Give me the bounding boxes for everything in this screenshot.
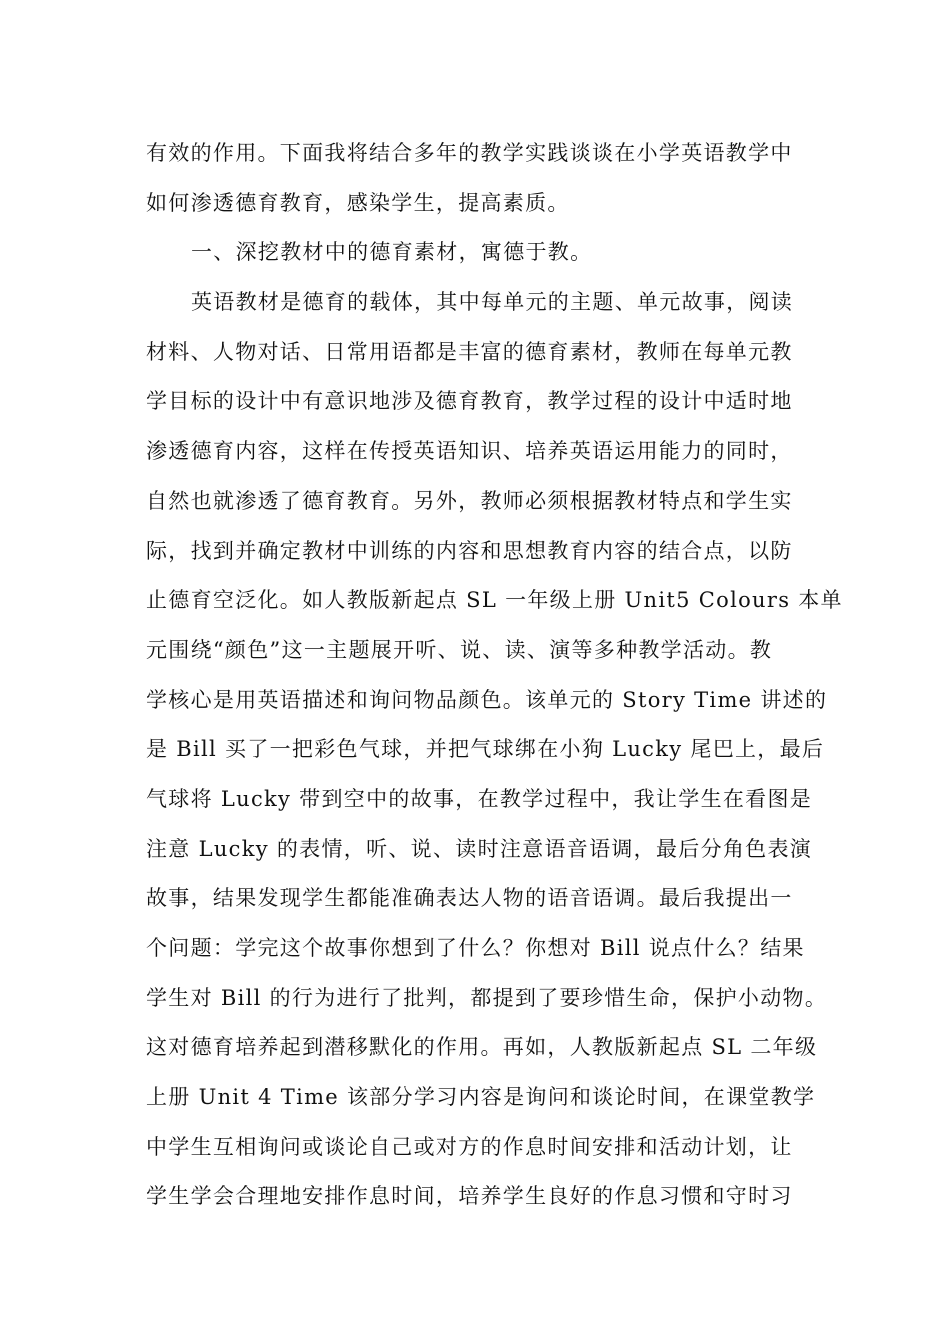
text-line: 学目标的设计中有意识地涉及德育教育，教学过程的设计中适时地: [146, 389, 793, 414]
text-line: 故事，结果发现学生都能准确表达人物的语音语调。最后我提出一: [146, 886, 793, 911]
text-line: 材料、人物对话、日常用语都是丰富的德育素材，教师在每单元教: [146, 339, 793, 364]
text-line: 止德育空泛化。如人教版新起点 SL 一年级上册 Unit5 Colours 本单: [146, 588, 843, 613]
text-line: 英语教材是德育的载体，其中每单元的主题、单元故事，阅读: [191, 290, 794, 315]
text-line: 际，找到并确定教材中训练的内容和思想教育内容的结合点，以防: [146, 538, 793, 563]
text-line: 学生对 Bill 的行为进行了批判，都提到了要珍惜生命，保护小动物。: [146, 985, 828, 1010]
text-line: 这对德育培养起到潜移默化的作用。再如，人教版新起点 SL 二年级: [146, 1035, 818, 1060]
text-line: 元围绕“颜色”这一主题展开听、说、读、演等多种教学活动。教: [146, 637, 773, 662]
text-line: 渗透德育内容，这样在传授英语知识、培养英语运用能力的同时，: [146, 439, 793, 464]
text-line: 如何渗透德育教育，感染学生，提高素质。: [146, 190, 570, 215]
text-line: 学核心是用英语描述和询问物品颜色。该单元的 Story Time 讲述的: [146, 687, 828, 712]
text-line: 个问题：学完这个故事你想到了什么？你想对 Bill 说点什么？结果: [146, 936, 805, 960]
section-heading: 一、深挖教材中的德育素材，寓德于教。: [191, 240, 593, 265]
text-line: 上册 Unit 4 Time 该部分学习内容是询问和谈论时间，在课堂教学: [146, 1085, 816, 1110]
text-line: 自然也就渗透了德育教育。另外，教师必须根据教材特点和学生实: [146, 488, 793, 513]
text-line: 学生学会合理地安排作息时间，培养学生良好的作息习惯和守时习: [146, 1184, 793, 1209]
text-line: 是 Bill 买了一把彩色气球，并把气球绑在小狗 Lucky 尾巴上，最后: [146, 737, 825, 762]
body-text: [146, 129, 843, 1222]
text-line: 气球将 Lucky 带到空中的故事，在教学过程中，我让学生在看图是: [146, 786, 813, 811]
text-line: 有效的作用。下面我将结合多年的教学实践谈谈在小学英语教学中: [146, 141, 793, 165]
text-line: 中学生互相询问或谈论自己或对方的作息时间安排和活动计划，让: [146, 1134, 793, 1159]
text-line: 注意 Lucky 的表情，听、说、读时注意语音语调，最后分角色表演: [146, 836, 813, 861]
